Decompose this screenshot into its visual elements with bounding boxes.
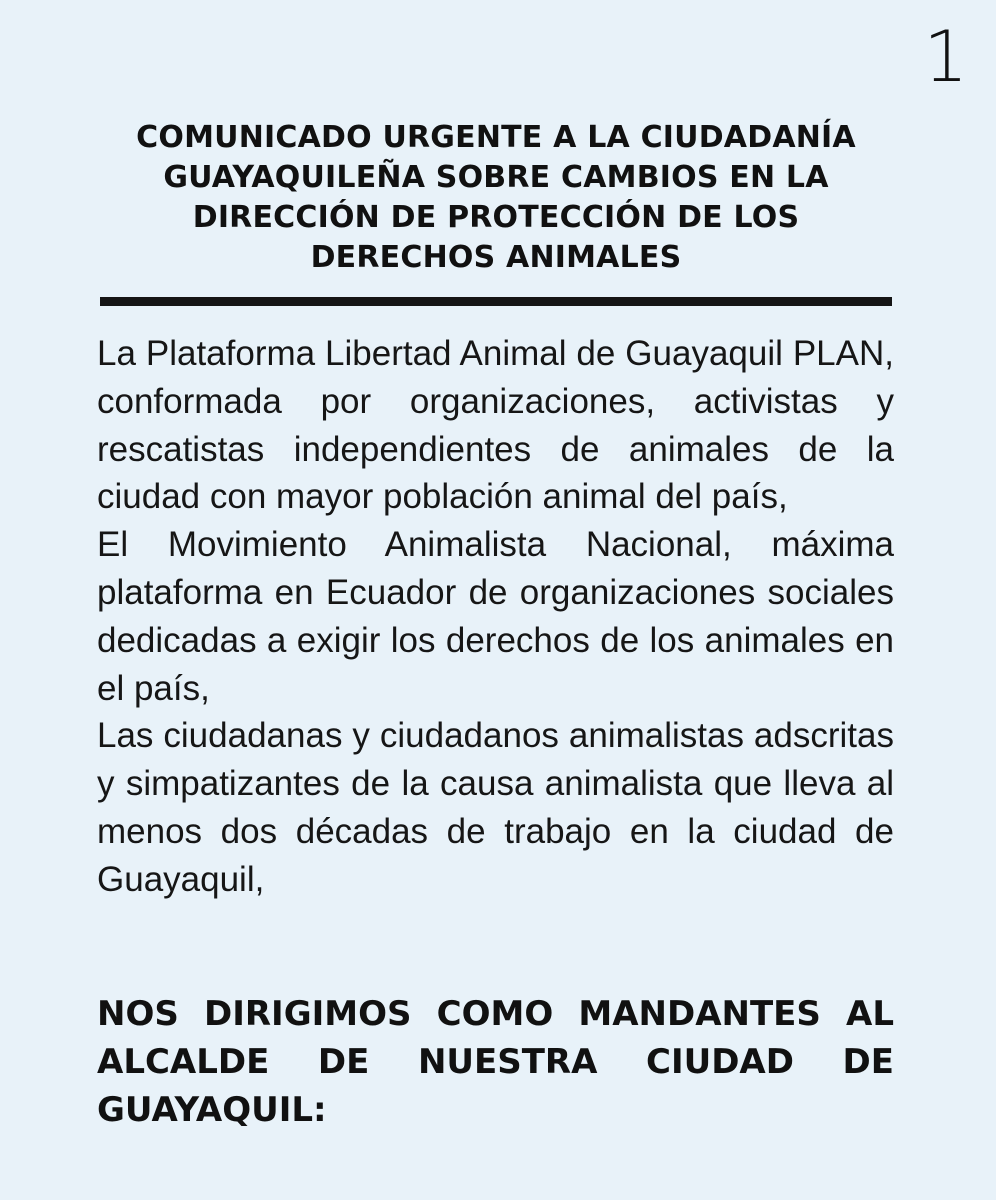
paragraph-plan: La Plataforma Libertad Animal de Guayaquil PLAN, conformada por organizaciones, activistas y rescatistas independientes de animales de la ciudad con mayor población animal del país,	[97, 334, 894, 517]
page-number: 1	[923, 16, 968, 98]
paragraph-movimiento: El Movimiento Animalista Nacional, máxima plataforma en Ecuador de organizaciones sociales dedicadas a exigir los derechos de los animales en el país,	[97, 525, 894, 708]
title-divider	[100, 297, 892, 306]
paragraph-ciudadanos: Las ciudadanas y ciudadanos animalistas adscritas y simpatizantes de la causa animalista que lleva al menos dos décadas de trabajo en la ciudad de Guayaquil,	[97, 716, 894, 899]
document-title: COMUNICADO URGENTE A LA CIUDADANÍA GUAYAQUILEÑA SOBRE CAMBIOS EN LA DIRECCIÓN DE PROTECCIÓN DE LOS DERECHOS ANIMALES	[136, 120, 856, 275]
closing-statement: NOS DIRIGIMOS COMO MANDANTES AL ALCALDE DE NUESTRA CIUDAD DE GUAYAQUIL:	[97, 994, 894, 1130]
document-body	[97, 330, 894, 904]
